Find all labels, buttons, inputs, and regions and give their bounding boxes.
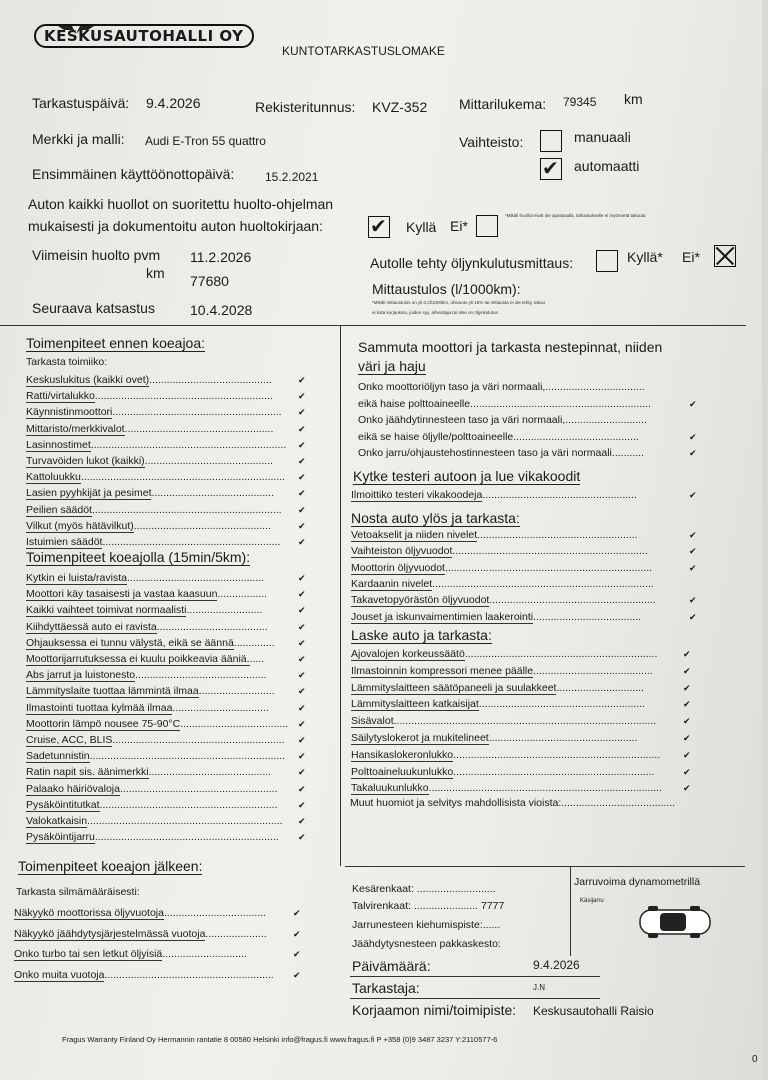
checklist-item — [26, 815, 283, 827]
checklist-item — [26, 471, 285, 483]
checklist-item-dots: ............................................................. — [102, 536, 281, 548]
checklist-item-label: Vetoakselit ja niiden nivelet — [351, 529, 478, 541]
check-mark-icon[interactable]: ✔ — [298, 521, 306, 532]
checklist-item — [26, 520, 271, 532]
checklist-item — [26, 718, 288, 730]
checklist-item-label: Sadetunnistin — [26, 750, 90, 763]
top-divider — [0, 325, 746, 326]
checklist-item-label: Ajovalojen korkeussäätö — [351, 648, 465, 660]
check-mark-icon[interactable]: ✔ — [298, 473, 306, 484]
checklist-item-dots: .......................................... — [149, 374, 272, 386]
reg-value: KVZ-352 — [372, 99, 428, 115]
checklist-item — [26, 637, 275, 649]
checklist-item-dots: ........................................... — [513, 430, 639, 443]
check-mark-icon[interactable]: ✔ — [298, 622, 306, 633]
winter-tyres-label: Talvirenkaat: — [352, 900, 411, 912]
checklist-item-dots: .......................................... — [148, 766, 272, 779]
brake-boil-row: Jarrunesteen kiehumispiste:...... — [352, 919, 501, 931]
checklist-item-dots: ....................................................................... — [453, 748, 661, 761]
date-underline — [350, 976, 600, 977]
manual-checkbox[interactable] — [540, 130, 562, 152]
check-mark-icon[interactable]: ✔ — [298, 392, 306, 403]
oil-result-label: Mittaustulos (l/1000km): — [372, 281, 521, 297]
check-mark-icon[interactable]: ✔ — [683, 784, 691, 795]
check-mark-icon[interactable]: ✔ — [293, 929, 301, 940]
checklist-item-label: Lämmityslaitteen säätöpaneeli ja suulakkeet — [351, 681, 557, 694]
checklist-item-label: Kytkin ei luista/ravista — [26, 572, 127, 584]
date-value: 9.4.2026 — [533, 958, 580, 972]
odometer-value: 79345 — [563, 95, 597, 109]
checklist-item-dots: ...................................... — [156, 620, 268, 633]
checklist-item-dots: ................................................... — [124, 422, 274, 435]
checklist-item-label: Kiihdyttäessä auto ei ravista — [26, 620, 157, 633]
checklist-item-label: Turvavöiden lukot (kaikki) — [26, 455, 145, 467]
coolant-label: Jäähdytysnesteen pakkaskesto: — [352, 938, 501, 950]
checklist-item — [351, 749, 660, 761]
check-mark-icon[interactable]: ✔ — [298, 638, 306, 649]
checklist-item — [14, 907, 266, 919]
checklist-item-label: Kardaanin nivelet — [351, 577, 433, 590]
dyno-divider — [570, 866, 571, 956]
check-mark-icon[interactable]: ✔ — [298, 768, 306, 779]
checklist-item-dots: .............. — [233, 636, 275, 649]
checklist-item-dots: ..................................... — [533, 610, 642, 623]
checklist-item-dots: ............................................................. — [94, 390, 273, 403]
check-mark-icon[interactable]: ✔ — [683, 750, 691, 761]
checklist-item — [351, 611, 641, 623]
checklist-item-label: Palaako häiriövaloja — [26, 782, 120, 795]
oil-note-2: ei kata korjauksia, joiden syy, aiheuttaja tai alne on öljynkulutus. — [372, 310, 499, 315]
checklist-item-label: Hansikaslokeronlukko — [351, 748, 454, 761]
oil-note-1: *Mikäli mittaustulos on yli 0,2l/1000km, ohivuoto yli 15% tai mittausta ei ole tehty, takuu — [372, 300, 546, 305]
right-section-1-title-1: Sammuta moottori ja tarkasta nestepinnat, niiden — [358, 339, 663, 355]
check-mark-icon[interactable]: ✔ — [689, 399, 697, 410]
check-mark-icon[interactable]: ✔ — [298, 538, 306, 548]
service-text-1: Auton kaikki huollot on suoritettu huolto-ohjelman — [28, 196, 334, 212]
checklist-item-label: Vilkut (myös hätävilkut) — [26, 519, 134, 532]
right-section-2-title: Kytke testeri autoon ja lue vikakoodit — [353, 468, 581, 484]
checklist-item — [26, 572, 264, 584]
make-value: Audi E-Tron 55 quattro — [145, 134, 266, 148]
checklist-item-dots: .......................................................... — [104, 968, 274, 981]
winter-tyres-value: 7777 — [480, 900, 505, 912]
checklist-item-dots: ............................................ — [144, 455, 274, 467]
check-mark-icon[interactable]: ✔ — [298, 719, 306, 730]
left-section-2-title: Toimenpiteet koeajolla (15min/5km): — [26, 549, 251, 565]
checklist-item — [26, 783, 278, 795]
notes-dots: ....................................... — [561, 797, 676, 809]
check-mark-icon[interactable]: ✔ — [689, 432, 697, 443]
check-mark-icon[interactable]: ✔ — [683, 666, 691, 677]
check-mark-icon[interactable]: ✔ — [689, 449, 697, 459]
checklist-item-label: Ohjauksessa ei tunnu välystä, eikä se äännä — [26, 636, 234, 649]
checklist-item-dots: ............................................................................ — [432, 577, 654, 590]
checklist-item — [26, 439, 286, 451]
checklist-item-label: Onko muita vuotoja — [14, 968, 105, 981]
checklist-item-label: Moottorin öljyvuodot — [351, 561, 445, 574]
checklist-item-dots: ................................. — [172, 701, 269, 714]
checklist-item — [351, 594, 656, 606]
oil-test-label: Autolle tehty öljynkulutusmittaus: — [370, 255, 574, 271]
form-title: KUNTOTARKASTUSLOMAKE — [282, 44, 445, 58]
footer-text: Fragus Warranty Finland Oy Hermannin rantatie 8 00580 Helsinki info@fragus.fi www.fragus.fi P +358 (0)9 3487 3237 Y:2110577-6 — [62, 1035, 498, 1044]
checklist-item-dots: ......................................................... — [489, 594, 656, 607]
checklist-item — [26, 406, 282, 418]
checklist-item — [26, 669, 266, 681]
check-mark-icon[interactable]: ✔ — [298, 703, 306, 714]
left-section-3-sub: Tarkasta silmämääräisesti: — [16, 886, 140, 898]
checklist-item — [351, 682, 644, 694]
checklist-item-dots: ..................... — [205, 927, 267, 940]
checklist-item — [358, 447, 644, 459]
check-mark-icon[interactable]: ✔ — [683, 767, 691, 778]
left-section-1-sub: Tarkasta toimiiko: — [26, 356, 108, 368]
right-section-4-title: Laske auto ja tarkasta: — [351, 627, 492, 643]
check-mark-icon[interactable]: ✔ — [689, 531, 697, 541]
oil-yes-label: Kyllä* — [627, 249, 663, 265]
checklist-item-label: Lasien pyyhkijät ja pesimet — [26, 487, 152, 500]
checklist-item — [26, 750, 285, 762]
checklist-item-label: Polttoaineluukunlukko — [351, 765, 454, 778]
check-mark-icon[interactable]: ✔ — [298, 574, 306, 584]
reg-label: Rekisteritunnus: — [255, 99, 356, 115]
next-inspection-value: 10.4.2028 — [190, 302, 253, 318]
checklist-item — [26, 390, 273, 402]
oil-no-checkbox[interactable] — [714, 245, 736, 267]
checklist-item — [26, 504, 282, 516]
checklist-item — [26, 702, 269, 714]
checklist-item-label: Onko turbo tai sen letkut öljyisiä — [14, 948, 163, 960]
check-mark-icon[interactable]: ✔ — [689, 563, 697, 574]
checklist-item-dots: ....................................................................... — [444, 561, 653, 574]
last-service-label: Viimeisin huolto pvm — [32, 247, 161, 263]
summer-tyres-label: Kesärenkaat: — [352, 883, 414, 895]
check-mark-icon[interactable]: ✔ — [298, 424, 306, 435]
checklist-item-dots: .......................................................... — [112, 406, 282, 419]
inspection-date-label: Tarkastuspäivä: — [32, 95, 130, 111]
automatic-label: automaatti — [574, 158, 640, 174]
km-label: km — [146, 265, 165, 281]
checklist-item-dots: ................................................................................ — [428, 782, 663, 795]
checklist-item-label: Takaluukunlukko — [351, 782, 429, 795]
service-no-label: Ei* — [450, 218, 468, 234]
left-section-1-title: Toimenpiteet ennen koeajoa: — [26, 335, 206, 351]
checklist-item-dots: ............................................... — [133, 519, 271, 532]
check-mark-icon[interactable]: ✔ — [293, 909, 301, 919]
winter-tyres-row: Talvirenkaat: ...................... 7777 — [352, 900, 505, 912]
checklist-item-dots: ..................................................................... — [453, 765, 655, 778]
check-mark-icon[interactable]: ✔ — [298, 440, 306, 451]
notes-label: Muut huomiot ja selvitys mahdollisista vioista: — [350, 797, 562, 809]
check-mark-icon[interactable]: ✔ — [298, 590, 306, 601]
checklist-item-label: Näkyykö jäähdytysjärjestelmässä vuotoja — [14, 927, 206, 940]
service-no-checkbox[interactable] — [476, 215, 498, 237]
checklist-item-label: Ratin napit sis. äänimerkki — [26, 766, 149, 779]
checklist-item — [351, 578, 654, 590]
checklist-item-label: Ilmastointi tuottaa kylmää ilmaa — [26, 701, 173, 714]
date-label: Päivämäärä: — [352, 958, 431, 974]
checklist-item — [351, 766, 654, 778]
checklist-item — [26, 604, 262, 616]
checklist-item — [26, 734, 285, 746]
checklist-item — [358, 414, 647, 426]
checklist-item — [351, 562, 652, 574]
page-mark: 0 — [752, 1054, 758, 1065]
checklist-item-dots: ........................................................... — [112, 734, 285, 746]
checklist-item — [14, 948, 247, 960]
gearbox-label: Vaihteisto: — [459, 134, 524, 150]
first-use-value: 15.2.2021 — [265, 170, 319, 184]
checklist-item-label: Pysäköintitutkat — [26, 798, 100, 811]
checklist-item-dots: .......................... — [186, 604, 263, 617]
checklist-item-label: Lämmityslaite tuottaa lämmintä ilmaa — [26, 685, 199, 698]
checklist-item-dots: ............................ — [565, 414, 647, 426]
checklist-item-dots: ..................................................... — [482, 489, 637, 501]
checklist-item-dots: ......................................... — [533, 664, 653, 677]
handbrake-label: Käsijarru — [580, 898, 604, 904]
checklist-item-dots: ......................................................... — [478, 698, 646, 711]
summer-tyres-row: Kesärenkaat: ........................... — [352, 883, 496, 895]
checklist-item — [351, 732, 638, 744]
column-divider — [340, 326, 341, 866]
checklist-item-dots: ................................................................... — [90, 438, 287, 451]
checklist-item-label: Onko jäähdytinnesteen taso ja väri normaali, — [358, 414, 566, 426]
checklist-item-dots: ............................................................. — [99, 798, 278, 811]
checklist-item-dots: ........... — [611, 447, 644, 459]
check-mark-icon[interactable]: ✔ — [298, 833, 306, 844]
notes-row[interactable] — [350, 797, 675, 809]
checklist-item — [351, 489, 637, 501]
checklist-item-label: Mittaristo/merkkivalot — [26, 422, 125, 435]
check-mark-icon[interactable]: ✔ — [298, 800, 306, 811]
inspector-underline — [350, 998, 600, 999]
check-mark-icon[interactable]: ✔ — [689, 491, 697, 501]
checklist-item-label: Valokatkaisin — [26, 815, 88, 827]
checklist-item-label: Abs jarrut ja luistonesto — [26, 669, 136, 682]
last-service-km: 77680 — [190, 273, 229, 289]
check-mark-icon[interactable]: ✔ — [689, 596, 697, 607]
checklist-item-label: Moottorin lämpö nousee 75-90°C — [26, 717, 181, 730]
oil-yes-checkbox[interactable] — [596, 250, 618, 272]
checklist-item-label: Ilmastoinnin kompressori menee päälle — [351, 664, 534, 677]
checklist-item-dots: .............................. — [556, 681, 644, 694]
check-mark-icon[interactable]: ✔ — [298, 489, 306, 500]
last-service-date: 11.2.2026 — [190, 249, 252, 265]
checklist-item — [351, 665, 653, 677]
service-text-2: mukaisesti ja dokumentoitu auton huoltokirjaan: — [28, 218, 323, 234]
service-note: *Mikäli huollot eivät ole ajantasalla, tarkastukselle ei myönnetä takuuta — [505, 213, 646, 218]
checklist-item — [358, 431, 639, 443]
car-top-view-icon — [634, 905, 716, 939]
checklist-item — [351, 529, 638, 541]
inspector-label: Tarkastaja: — [352, 980, 420, 996]
check-mark-icon[interactable]: ✔ — [298, 736, 306, 746]
checklist-item-label: Ratti/virtalukko — [26, 390, 95, 403]
checklist-item-label: Onko moottoriöljyn taso ja väri normaali, — [358, 381, 546, 393]
check-mark-icon[interactable]: ✔ — [298, 606, 306, 617]
check-mark-icon[interactable]: ✔ — [298, 817, 306, 827]
checklist-item-dots: ....................................................... — [477, 529, 638, 541]
checklist-item-dots: ................................... — [163, 907, 267, 919]
checklist-item-dots: ................................................................... — [87, 815, 283, 827]
checklist-item — [351, 545, 648, 557]
checklist-item — [351, 782, 662, 794]
checklist-item-label: Jouset ja iskunvaimentimien laakerointi — [351, 610, 534, 623]
check-mark-icon[interactable]: ✔ — [683, 717, 691, 728]
checklist-item-label: Käynnistinmoottori — [26, 406, 113, 419]
checklist-item-dots: ..... — [249, 653, 265, 665]
checklist-item-dots: .................................. — [545, 381, 645, 393]
shop-value: Keskusautohalli Raisio — [533, 1004, 654, 1018]
check-mark-icon[interactable]: ✔ — [689, 547, 697, 558]
check-mark-icon[interactable]: ✔ — [689, 612, 697, 623]
checklist-item — [26, 588, 267, 600]
checklist-item-label: Kaikki vaihteet toimivat normaalisti — [26, 604, 187, 617]
checklist-item-dots: ................................................................. — [91, 503, 282, 516]
check-mark-icon[interactable]: ✔ — [298, 671, 306, 682]
checklist-item — [358, 398, 651, 410]
check-mark-icon[interactable]: ✔ — [298, 376, 306, 386]
left-section-3-title: Toimenpiteet koeajon jälkeen: — [18, 858, 203, 874]
checklist-item — [26, 455, 273, 467]
checklist-item-dots: ...................................................... — [119, 782, 278, 795]
checklist-item — [26, 831, 279, 843]
check-mark-icon[interactable]: ✔ — [298, 655, 306, 665]
check-mark-icon[interactable]: ✔ — [293, 950, 301, 960]
check-mark-icon[interactable]: ✔ — [298, 687, 306, 698]
check-mark-icon[interactable]: ✔ — [683, 734, 691, 744]
checklist-item — [351, 698, 645, 710]
checklist-item-dots: ................................................... — [488, 732, 638, 744]
checklist-item-label: Säilytyslokerot ja mukitelineet — [351, 732, 489, 744]
checklist-item-label: Cruise, ACC, BLIS — [26, 734, 113, 746]
checklist-item-dots: .............................................................. — [470, 397, 651, 410]
checklist-item-label: Näkyykö moottorissa öljyvuotoja — [14, 907, 164, 919]
checklist-item — [26, 487, 274, 499]
checklist-item — [26, 685, 275, 697]
checklist-item-label: eikä haise polttoaineelle — [358, 397, 471, 410]
right-section-3-title: Nosta auto ylös ja tarkasta: — [351, 510, 520, 526]
checklist-item-label: Moottorijarrutuksessa ei kuulu poikkeavia ääniä. — [26, 653, 250, 665]
checklist-item-label: Lasinnostimet — [26, 438, 91, 451]
checklist-item-label: Vaihteiston öljyvuodot — [351, 545, 453, 558]
check-mark-icon[interactable]: ✔ — [293, 970, 301, 981]
checklist-item-label: Peilien säädöt — [26, 503, 92, 516]
checklist-item-dots: .......................................... — [151, 487, 275, 500]
checklist-item — [14, 969, 274, 981]
coolant-row — [352, 938, 501, 950]
checklist-item-dots: ............................. — [162, 948, 247, 960]
check-mark-icon[interactable]: ✔ — [298, 408, 306, 419]
manual-label: manuaali — [574, 129, 631, 145]
logo-text: KESKUSAUTOHALLI OY — [34, 24, 254, 48]
check-mark-icon[interactable]: ✔ — [298, 457, 306, 467]
checklist-item-dots: .................................................................. — [464, 648, 658, 660]
checklist-item-label: Kattoluukku — [26, 471, 81, 484]
checklist-item-dots: ...................................................................... — [80, 471, 286, 484]
checklist-item-dots: ................................................................... — [452, 545, 648, 558]
check-mark-icon[interactable]: ✔ — [683, 683, 691, 694]
checklist-item-dots: ................. — [217, 588, 268, 601]
checklist-item — [26, 766, 271, 778]
checklist-item — [351, 715, 656, 727]
checklist-item-label: Onko jarru/ohjaustehostinnesteen taso ja väri normaali — [358, 447, 612, 459]
brake-boil-label: Jarrunesteen kiehumispiste: — [352, 919, 483, 931]
checklist-item-label: Takavetopyörästön öljyvuodot — [351, 594, 490, 607]
checklist-item — [358, 381, 645, 393]
service-yes-label: Kyllä — [406, 219, 437, 235]
company-logo — [34, 27, 254, 46]
checklist-item — [26, 374, 272, 386]
checklist-item-label: Sisävalot — [351, 715, 394, 728]
checklist-item-label: eikä se haise öljylle/polttoaineelle — [358, 430, 514, 443]
check-mark-icon[interactable]: ✔ — [298, 752, 306, 763]
automatic-checkbox[interactable] — [540, 158, 562, 180]
odometer-label: Mittarilukema: — [459, 96, 547, 112]
checklist-item-label: Pysäköintijarru — [26, 831, 95, 844]
check-mark-icon[interactable]: ✔ — [298, 784, 306, 795]
checklist-item — [26, 536, 280, 548]
checklist-item-dots: ............................................... — [126, 572, 265, 584]
shop-label: Korjaamon nimi/toimipiste: — [352, 1002, 517, 1018]
checklist-item-label: Moottori käy tasaisesti ja vastaa kaasuun — [26, 588, 218, 601]
checklist-item-dots: .......................................................................................... — [393, 715, 657, 728]
inspection-date-value: 9.4.2026 — [146, 95, 201, 111]
checklist-item-label: Keskuslukitus (kaikki ovet) — [26, 374, 150, 386]
checklist-item-label: Ilmoittiko testeri vikakoodeja — [351, 489, 483, 501]
checklist-item-label: Lämmityslaitteen katkaisijat — [351, 698, 479, 711]
oil-no-label: Ei* — [682, 249, 700, 265]
service-yes-checkbox[interactable] — [368, 216, 390, 238]
odometer-unit: km — [624, 91, 643, 107]
bottom-box-top — [345, 866, 745, 867]
checklist-item-dots: ............................................................... — [94, 831, 279, 844]
checklist-item-dots: .......................... — [198, 685, 275, 698]
checklist-item — [351, 648, 657, 660]
checklist-item-dots: ................................................................... — [89, 750, 286, 763]
first-use-label: Ensimmäinen käyttöönottopäivä: — [32, 166, 235, 182]
dyno-label: Jarruvoima dynamometrillä — [574, 876, 701, 888]
check-mark-icon[interactable]: ✔ — [683, 650, 691, 660]
check-mark-icon[interactable]: ✔ — [683, 700, 691, 711]
next-inspection-label: Seuraava katsastus — [32, 300, 155, 316]
checklist-item-dots: ..................................... — [180, 717, 289, 730]
checklist-item — [26, 799, 278, 811]
checklist-item — [14, 928, 267, 940]
check-mark-icon[interactable]: ✔ — [298, 505, 306, 516]
inspector-value: J.N — [533, 983, 545, 992]
checklist-item — [26, 621, 268, 633]
checklist-item-dots: ............................................. — [135, 669, 267, 682]
right-section-1-title-2: väri ja haju — [358, 358, 426, 374]
checklist-item-label: Istuimien säädöt — [26, 536, 103, 548]
make-label: Merkki ja malli: — [32, 131, 125, 147]
checklist-item — [26, 423, 273, 435]
checklist-item — [26, 653, 264, 665]
